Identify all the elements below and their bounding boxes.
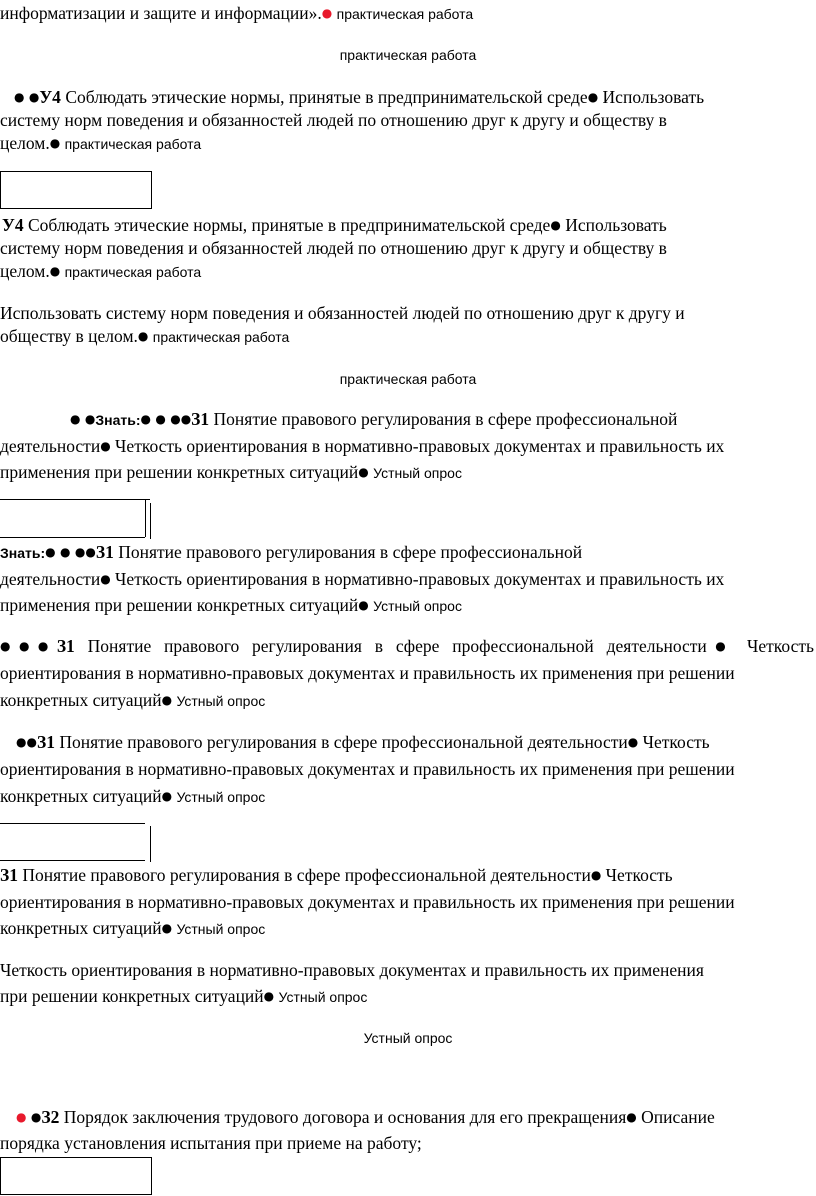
z1-line: Знать:● ● ●●З1 Понятие правового регулирования в сфере профессиональной (0, 542, 583, 562)
text-line: порядка установления испытания при приеме на работу; (0, 1133, 422, 1153)
bullet-icon: ● (0, 639, 19, 653)
text-line: конкретных ситуаций● Устный опрос (0, 690, 266, 710)
bullet-icon: ● (45, 545, 56, 559)
divider (0, 823, 145, 824)
z1-line: З1 Понятие правового регулирования в сфере профессиональной деятельности● Четкость (0, 865, 673, 885)
bullet-icon: ● (74, 545, 86, 559)
text-line: систему норм поведения и обязанностей людей по отношению друг к другу и обществу в (0, 238, 667, 258)
bullet-icon: ● (137, 329, 149, 343)
bullet-icon: ● (140, 412, 151, 426)
text-line: систему норм поведения и обязанностей людей по отношению друг к другу и обществу в (0, 110, 667, 130)
divider (150, 826, 151, 862)
bullet-icon: ● (627, 735, 639, 749)
z1-line: ●●З1 Понятие правового регулирования в сфере профессиональной деятельности● Четкость (16, 732, 710, 752)
z1-line: ●●●З1 Понятие правового регулирования в сфере профессиональной деятельности● Четкость (0, 636, 814, 656)
bullet-icon: ● (161, 921, 173, 935)
u4-line: У4 Соблюдать этические нормы, принятые в предпринимательской среде● Использовать (2, 215, 667, 235)
text-line: информатизации и защите и информации».● практическая работа (0, 3, 474, 23)
divider (0, 537, 145, 538)
bullet-icon: ● (100, 572, 111, 586)
z1-line: ● ●Знать:● ● ●●З1 Понятие правового регулирования в сфере профессиональной (70, 409, 678, 429)
bullet-icon: ● (30, 1110, 42, 1124)
centered-caption: Устный опрос (363, 1030, 453, 1046)
text-line: конкретных ситуаций● Устный опрос (0, 786, 266, 806)
bullet-icon: ● (60, 545, 71, 559)
text-line: целом.● практическая работа (0, 133, 202, 153)
centered-caption: практическая работа (339, 47, 477, 63)
bullet-icon: ● (26, 735, 37, 749)
bullet-icon: ● (85, 545, 96, 559)
text-line: целом.● практическая работа (0, 261, 202, 281)
bullet-icon: ● (626, 1110, 637, 1124)
bullet-icon: ● (100, 439, 111, 453)
text-line: деятельности● Четкость ориентирования в нормативно-правовых документах и правильность их (0, 569, 725, 589)
bullet-icon: ● (706, 639, 735, 653)
table-cell-box (0, 171, 152, 209)
text-line: Четкость ориентирования в нормативно-правовых документах и правильность их применения (0, 960, 704, 980)
bullet-icon: ● (550, 218, 561, 232)
text-line: обществу в целом.● практическая работа (0, 326, 290, 346)
bullet-icon: ● (16, 735, 27, 749)
divider (0, 499, 150, 500)
bullet-icon: ● (84, 412, 96, 426)
text-line: ориентирования в нормативно-правовых документах и правильность их применения при решении (0, 663, 735, 683)
u4-line: ● ●У4 Соблюдать этические нормы, принятые в предпринимательской среде● Использовать (14, 87, 705, 107)
text-line: деятельности● Четкость ориентирования в нормативно-правовых документах и правильность их (0, 436, 725, 456)
divider (145, 500, 146, 537)
divider (0, 860, 145, 861)
bullet-icon: ● (263, 989, 275, 1003)
bullet-icon: ● (28, 90, 40, 104)
bullet-icon: ● (170, 412, 181, 426)
bullet-icon: ● (590, 868, 602, 882)
bullet-icon: ● (16, 1110, 27, 1124)
bullet-icon: ● (161, 789, 173, 803)
centered-caption: практическая работа (339, 371, 477, 387)
bullet-icon: ● (180, 412, 192, 426)
bullet-icon: ● (321, 6, 333, 20)
text-line: применения при решении конкретных ситуаций● Устный опрос (0, 462, 462, 482)
bullet-icon: ● (161, 693, 173, 707)
bullet-icon: ● (49, 136, 61, 150)
bullet-icon: ● (358, 598, 369, 612)
bullet-icon: ● (18, 639, 38, 653)
divider (150, 503, 151, 539)
bullet-icon: ● (49, 264, 61, 278)
bullet-icon: ● (14, 90, 25, 104)
bullet-icon: ● (587, 90, 599, 104)
text-line: при решении конкретных ситуаций● Устный опрос (0, 986, 368, 1006)
text-line: ориентирования в нормативно-правовых документах и правильность их применения при решении (0, 892, 735, 912)
z2-line: ● ●З2 Порядок заключения трудового договора и основания для его прекращения● Описание (16, 1107, 715, 1127)
text-line: конкретных ситуаций● Устный опрос (0, 918, 266, 938)
bullet-icon: ● (70, 412, 81, 426)
bullet-icon: ● (358, 465, 369, 479)
text-line: ориентирования в нормативно-правовых документах и правильность их применения при решении (0, 759, 735, 779)
text-line: Использовать систему норм поведения и обязанностей людей по отношению друг к другу и (0, 303, 685, 323)
table-cell-box (0, 1157, 152, 1195)
bullet-icon: ● (155, 412, 166, 426)
text-line: применения при решении конкретных ситуаций● Устный опрос (0, 595, 462, 615)
bullet-icon: ● (37, 639, 57, 653)
